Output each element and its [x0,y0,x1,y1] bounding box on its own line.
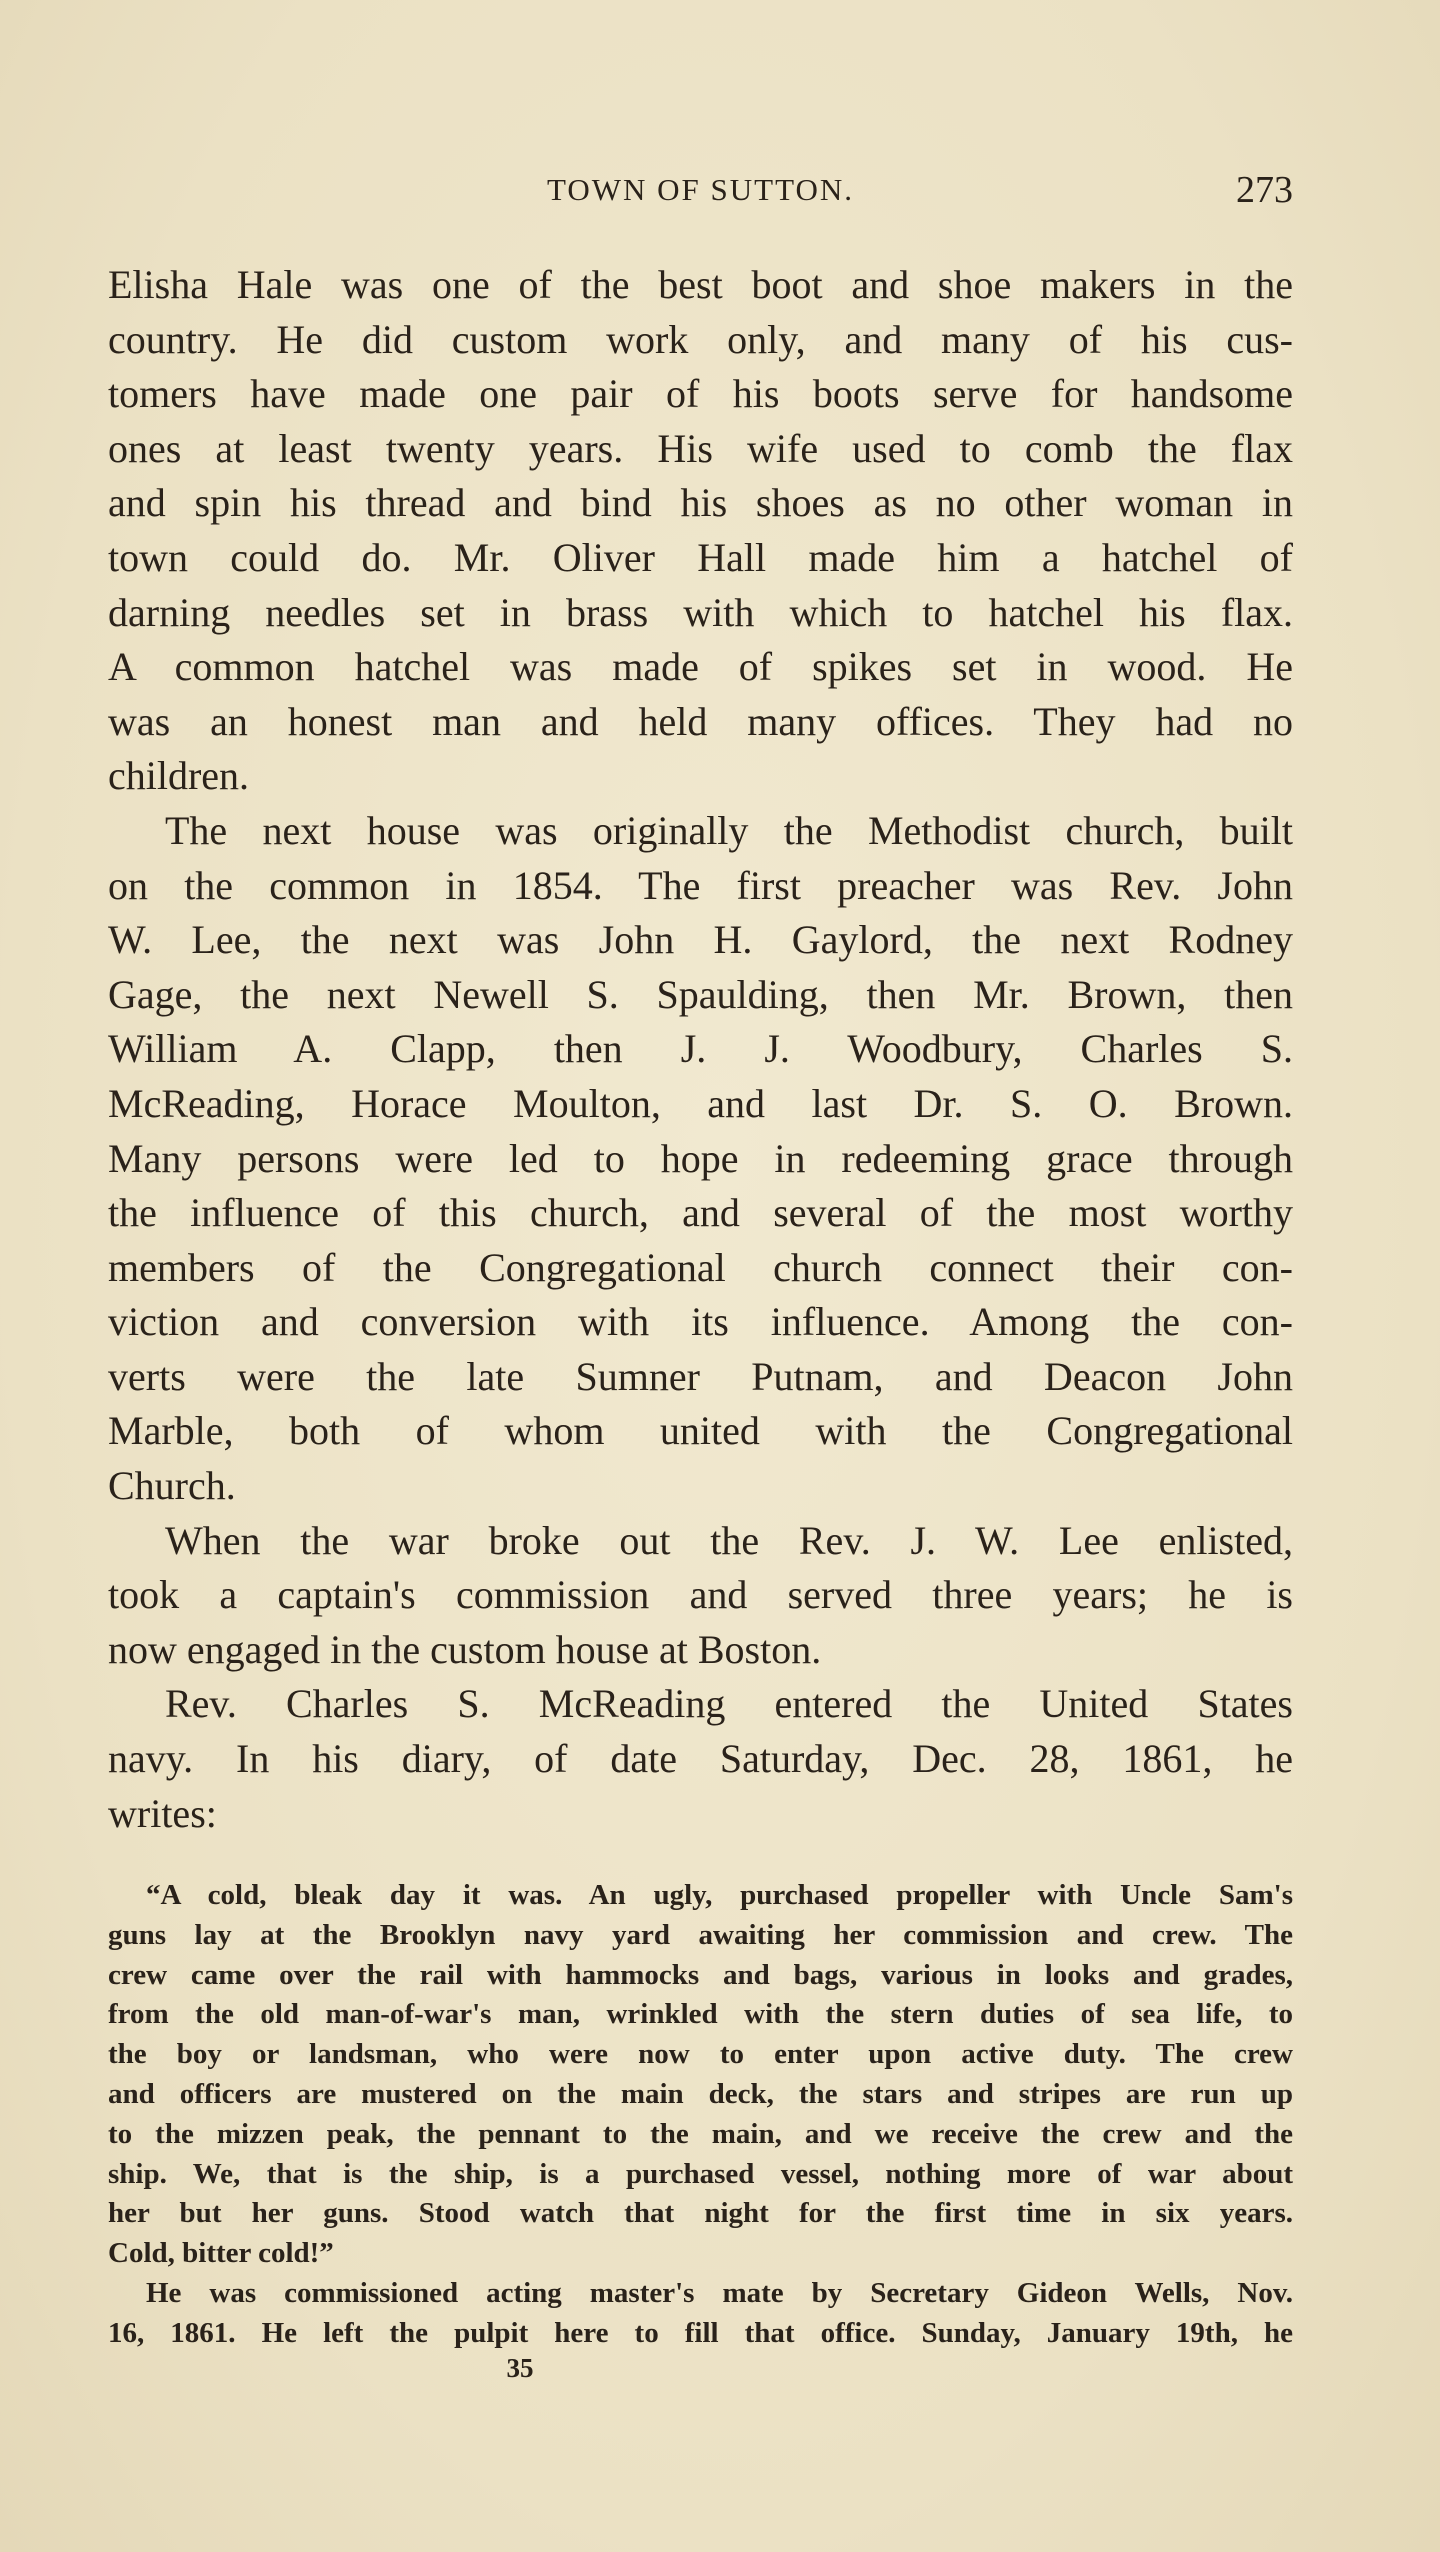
text-line: navy. In his diary, of date Saturday, Dec. 28, 1861, he [108,1736,1293,1782]
running-header [108,168,1293,218]
text-line: took a captain's commission and served three years; he is [108,1572,1293,1618]
text-line: was an honest man and held many offices. They had no [108,698,1293,744]
diary-quote [108,1876,1293,2354]
quote-line: Cold, bitter cold!” [108,2237,334,2270]
body-text [108,258,1293,1841]
text-line: and spin his thread and bind his shoes as no other woman in [108,480,1293,526]
text-line: town could do. Mr. Oliver Hall made him a hatchel of [108,534,1293,580]
text-line: When the war broke out the Rev. J. W. Lee enlisted, [165,1517,1293,1563]
text-line: McReading, Horace Moulton, and last Dr. S. O. Brown. [108,1080,1293,1126]
text-line: viction and conversion with its influence. Among the con- [108,1299,1293,1345]
quote-line: “A cold, bleak day it was. An ugly, purchased propeller with Uncle Sam's [146,1879,1293,1911]
closing-line: 16, 1861. He left the pulpit here to fill that office. Sunday, January 19th, he [108,2316,1293,2349]
text-line: Rev. Charles S. McReading entered the United States [165,1681,1293,1727]
text-line: ones at least twenty years. His wife used to comb the flax [108,425,1293,471]
quote-line: the boy or landsman, who were now to enter upon active duty. The crew [108,2038,1293,2071]
closing-line: He was commissioned acting master's mate by Secretary Gideon Wells, Nov. [146,2276,1293,2309]
text-line: members of the Congregational church connect their con- [108,1244,1293,1290]
quote-line: crew came over the rail with hammocks and bags, various in looks and grades, [108,1958,1293,1991]
text-line: verts were the late Sumner Putnam, and Deacon John [108,1353,1293,1399]
text-line: W. Lee, the next was John H. Gaylord, the next Rodney [108,917,1293,963]
text-line: country. He did custom work only, and many of his cus- [108,316,1293,362]
text-line: William A. Clapp, then J. J. Woodbury, Charles S. [108,1026,1293,1072]
quote-line: guns lay at the Brooklyn navy yard awaiting her commission and crew. The [108,1918,1293,1951]
text-line: writes: [108,1790,217,1836]
quote-line: ship. We, that is the ship, is a purchased vessel, nothing more of war about [108,2157,1293,2190]
text-line: on the common in 1854. The first preacher was Rev. John [108,862,1293,908]
running-title: TOWN OF SUTTON. [546,172,854,207]
quote-line: her but her guns. Stood watch that night for the first time in six years. [108,2197,1293,2230]
text-line: now engaged in the custom house at Boston. [108,1626,822,1672]
text-line: the influence of this church, and several of the most worthy [108,1190,1293,1236]
page-number: 273 [1236,169,1293,211]
quote-line: to the mizzen peak, the pennant to the main, and we receive the crew and the [108,2117,1293,2150]
text-line: darning needles set in brass with which to hatchel his flax. [108,589,1293,635]
text-line: Gage, the next Newell S. Spaulding, then Mr. Brown, then [108,971,1293,1017]
text-line: Church. [108,1463,236,1509]
signature-mark: 35 [506,2353,534,2383]
quote-line: and officers are mustered on the main deck, the stars and stripes are run up [108,2077,1293,2110]
text-line: Elisha Hale was one of the best boot and shoe makers in the [108,262,1293,307]
text-line: A common hatchel was made of spikes set in wood. He [108,644,1293,690]
text-line: Many persons were led to hope in redeeming grace through [108,1135,1293,1181]
quote-line: from the old man-of-war's man, wrinkled with the stern duties of sea life, to [108,1998,1293,2031]
text-line: children. [108,753,250,799]
text-line: tomers have made one pair of his boots serve for handsome [108,371,1293,417]
text-line: The next house was originally the Methodist church, built [165,807,1293,853]
text-line: Marble, both of whom united with the Congregational [108,1408,1293,1454]
